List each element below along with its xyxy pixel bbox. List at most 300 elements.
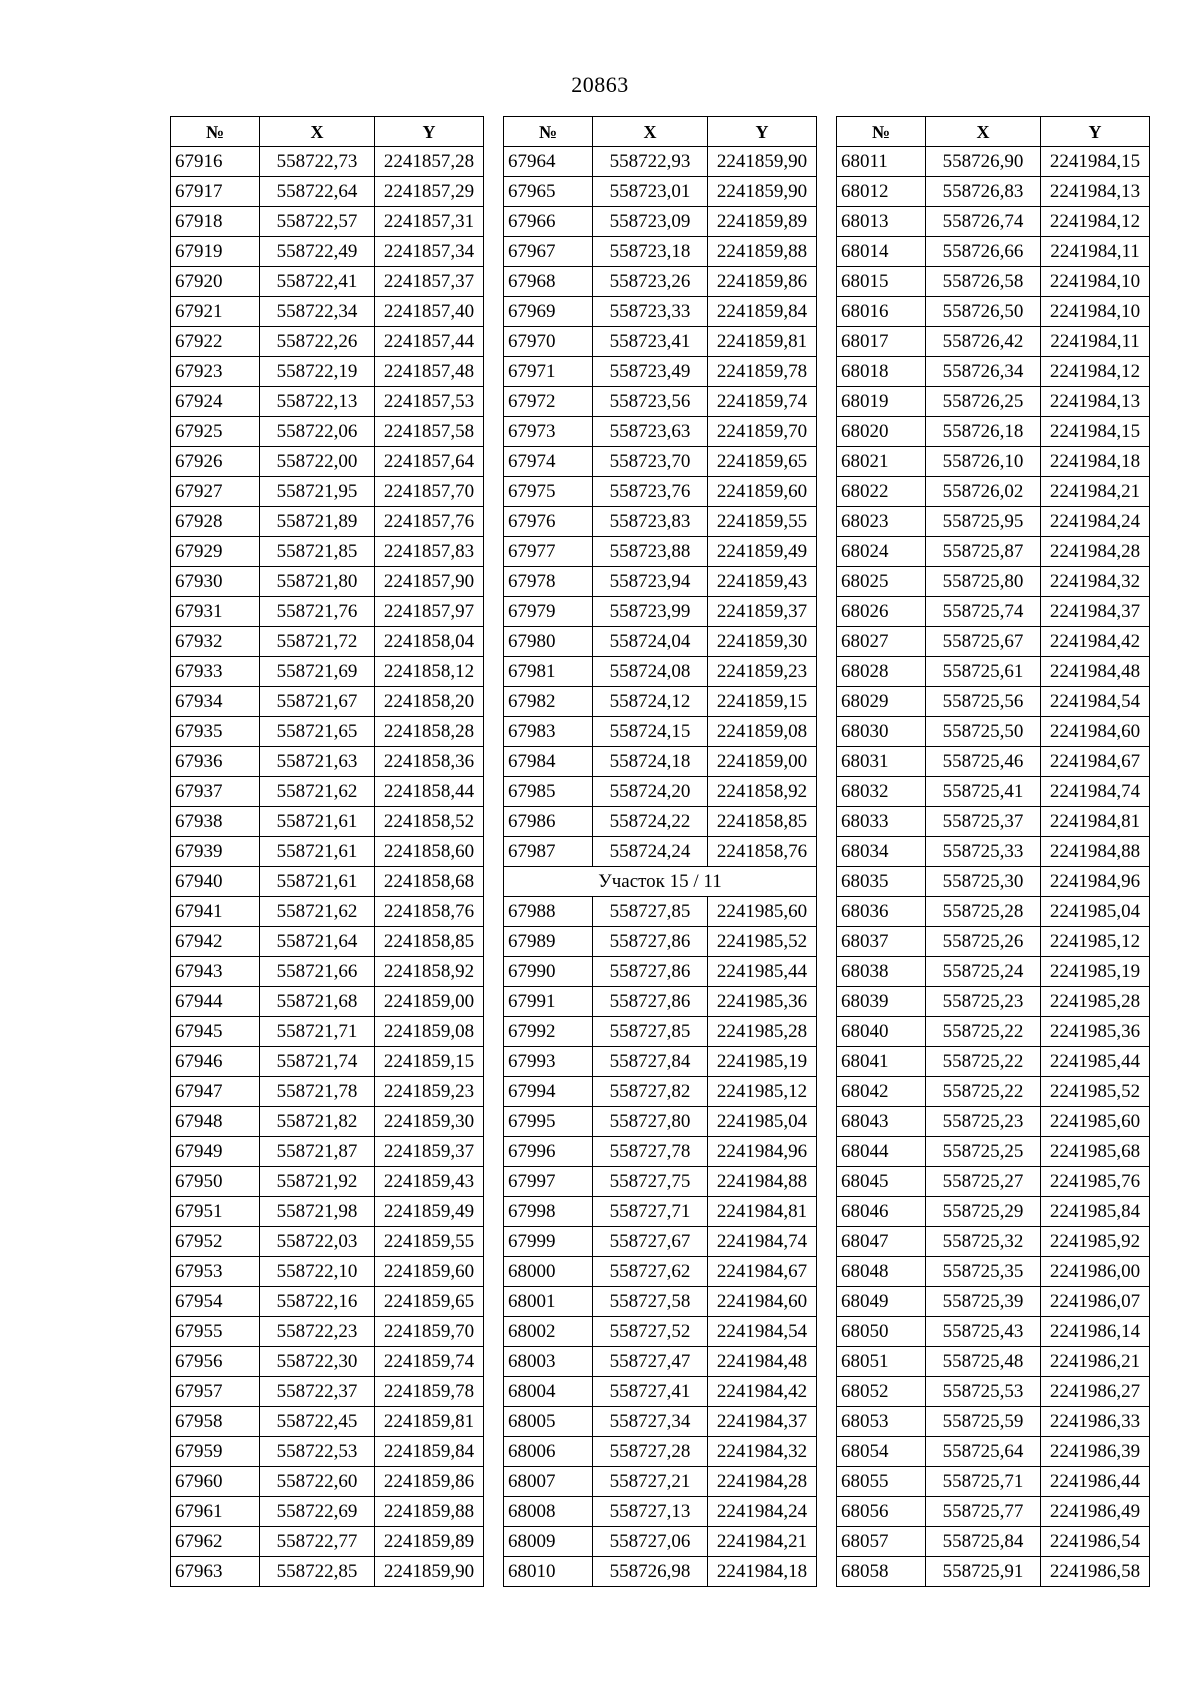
table-row xyxy=(837,147,1150,177)
y-coordinate-cell: 2241859,15 xyxy=(708,687,817,717)
point-number-cell: 68014 xyxy=(837,237,926,267)
table-row xyxy=(171,957,484,987)
x-coordinate-cell: 558722,00 xyxy=(260,447,375,477)
x-coordinate-cell: 558725,74 xyxy=(926,597,1041,627)
table-row xyxy=(171,1287,484,1317)
y-coordinate-cell: 2241985,12 xyxy=(708,1077,817,1107)
y-coordinate-cell: 2241984,88 xyxy=(1041,837,1150,867)
point-number-cell: 67965 xyxy=(504,177,593,207)
table-row xyxy=(171,297,484,327)
y-coordinate-cell: 2241859,49 xyxy=(708,537,817,567)
point-number-cell: 67999 xyxy=(504,1227,593,1257)
y-coordinate-cell: 2241984,37 xyxy=(1041,597,1150,627)
point-number-cell: 67940 xyxy=(171,867,260,897)
x-coordinate-cell: 558721,72 xyxy=(260,627,375,657)
x-coordinate-cell: 558727,85 xyxy=(593,897,708,927)
y-coordinate-cell: 2241859,84 xyxy=(375,1437,484,1467)
table-row xyxy=(504,1287,817,1317)
x-coordinate-cell: 558723,70 xyxy=(593,447,708,477)
x-coordinate-cell: 558725,80 xyxy=(926,567,1041,597)
y-coordinate-cell: 2241859,74 xyxy=(375,1347,484,1377)
table-row xyxy=(837,207,1150,237)
table-row xyxy=(504,327,817,357)
y-coordinate-cell: 2241984,10 xyxy=(1041,297,1150,327)
x-coordinate-cell: 558721,85 xyxy=(260,537,375,567)
point-number-cell: 68005 xyxy=(504,1407,593,1437)
y-coordinate-cell: 2241857,48 xyxy=(375,357,484,387)
point-number-cell: 68010 xyxy=(504,1557,593,1587)
point-number-cell: 68024 xyxy=(837,537,926,567)
x-coordinate-cell: 558721,92 xyxy=(260,1167,375,1197)
y-coordinate-cell: 2241859,08 xyxy=(375,1017,484,1047)
table-row xyxy=(837,1317,1150,1347)
table-row xyxy=(171,447,484,477)
y-coordinate-cell: 2241859,08 xyxy=(708,717,817,747)
x-coordinate-cell: 558722,49 xyxy=(260,237,375,267)
point-number-cell: 67956 xyxy=(171,1347,260,1377)
x-coordinate-cell: 558725,41 xyxy=(926,777,1041,807)
point-number-cell: 67936 xyxy=(171,747,260,777)
x-coordinate-cell: 558727,86 xyxy=(593,987,708,1017)
point-number-cell: 67978 xyxy=(504,567,593,597)
point-number-cell: 68028 xyxy=(837,657,926,687)
point-number-cell: 67996 xyxy=(504,1137,593,1167)
y-coordinate-cell: 2241858,52 xyxy=(375,807,484,837)
y-coordinate-cell: 2241984,48 xyxy=(1041,657,1150,687)
table-row xyxy=(171,177,484,207)
x-coordinate-cell: 558722,41 xyxy=(260,267,375,297)
y-coordinate-cell: 2241985,44 xyxy=(708,957,817,987)
table-row xyxy=(504,477,817,507)
table-row xyxy=(504,1257,817,1287)
table-row xyxy=(837,357,1150,387)
header-x: X xyxy=(926,117,1041,147)
table-row xyxy=(504,1437,817,1467)
y-coordinate-cell: 2241859,60 xyxy=(708,477,817,507)
y-coordinate-cell: 2241984,10 xyxy=(1041,267,1150,297)
y-coordinate-cell: 2241859,00 xyxy=(375,987,484,1017)
table-row xyxy=(837,267,1150,297)
point-number-cell: 67992 xyxy=(504,1017,593,1047)
y-coordinate-cell: 2241985,60 xyxy=(708,897,817,927)
table-row xyxy=(171,867,484,897)
table-row xyxy=(837,807,1150,837)
y-coordinate-cell: 2241857,44 xyxy=(375,327,484,357)
x-coordinate-cell: 558725,23 xyxy=(926,987,1041,1017)
y-coordinate-cell: 2241858,85 xyxy=(708,807,817,837)
table-row xyxy=(837,567,1150,597)
point-number-cell: 67935 xyxy=(171,717,260,747)
table-row xyxy=(504,267,817,297)
x-coordinate-cell: 558723,76 xyxy=(593,477,708,507)
table-row xyxy=(504,1227,817,1257)
y-coordinate-cell: 2241859,86 xyxy=(708,267,817,297)
point-number-cell: 68038 xyxy=(837,957,926,987)
point-number-cell: 67991 xyxy=(504,987,593,1017)
table-row xyxy=(837,477,1150,507)
x-coordinate-cell: 558721,63 xyxy=(260,747,375,777)
table-row xyxy=(171,1107,484,1137)
x-coordinate-cell: 558725,91 xyxy=(926,1557,1041,1587)
x-coordinate-cell: 558725,32 xyxy=(926,1227,1041,1257)
y-coordinate-cell: 2241985,28 xyxy=(1041,987,1150,1017)
point-number-cell: 68012 xyxy=(837,177,926,207)
x-coordinate-cell: 558722,73 xyxy=(260,147,375,177)
x-coordinate-cell: 558721,68 xyxy=(260,987,375,1017)
point-number-cell: 67993 xyxy=(504,1047,593,1077)
point-number-cell: 68050 xyxy=(837,1317,926,1347)
y-coordinate-cell: 2241984,24 xyxy=(1041,507,1150,537)
section-label: Участок 15 / 11 xyxy=(504,867,817,897)
x-coordinate-cell: 558727,21 xyxy=(593,1467,708,1497)
point-number-cell: 67929 xyxy=(171,537,260,567)
table-row xyxy=(171,927,484,957)
x-coordinate-cell: 558725,33 xyxy=(926,837,1041,867)
x-coordinate-cell: 558725,39 xyxy=(926,1287,1041,1317)
y-coordinate-cell: 2241986,58 xyxy=(1041,1557,1150,1587)
x-coordinate-cell: 558724,12 xyxy=(593,687,708,717)
point-number-cell: 68056 xyxy=(837,1497,926,1527)
table-row xyxy=(504,1557,817,1587)
table-row xyxy=(837,1107,1150,1137)
point-number-cell: 68015 xyxy=(837,267,926,297)
point-number-cell: 68049 xyxy=(837,1287,926,1317)
x-coordinate-cell: 558723,01 xyxy=(593,177,708,207)
table-row xyxy=(837,627,1150,657)
x-coordinate-cell: 558725,29 xyxy=(926,1197,1041,1227)
x-coordinate-cell: 558723,88 xyxy=(593,537,708,567)
x-coordinate-cell: 558724,04 xyxy=(593,627,708,657)
table-row xyxy=(504,657,817,687)
y-coordinate-cell: 2241857,97 xyxy=(375,597,484,627)
table-row xyxy=(171,567,484,597)
point-number-cell: 67916 xyxy=(171,147,260,177)
y-coordinate-cell: 2241857,31 xyxy=(375,207,484,237)
y-coordinate-cell: 2241859,43 xyxy=(708,567,817,597)
y-coordinate-cell: 2241857,29 xyxy=(375,177,484,207)
table-row xyxy=(837,657,1150,687)
table-row xyxy=(837,447,1150,477)
point-number-cell: 67981 xyxy=(504,657,593,687)
x-coordinate-cell: 558727,58 xyxy=(593,1287,708,1317)
x-coordinate-cell: 558726,98 xyxy=(593,1557,708,1587)
table-row xyxy=(171,807,484,837)
table-row xyxy=(504,1407,817,1437)
x-coordinate-cell: 558721,61 xyxy=(260,807,375,837)
point-number-cell: 67980 xyxy=(504,627,593,657)
y-coordinate-cell: 2241984,48 xyxy=(708,1347,817,1377)
point-number-cell: 67947 xyxy=(171,1077,260,1107)
header-y: Y xyxy=(708,117,817,147)
point-number-cell: 67941 xyxy=(171,897,260,927)
y-coordinate-cell: 2241859,70 xyxy=(708,417,817,447)
point-number-cell: 67951 xyxy=(171,1197,260,1227)
table-row xyxy=(837,1557,1150,1587)
y-coordinate-cell: 2241859,65 xyxy=(375,1287,484,1317)
point-number-cell: 68047 xyxy=(837,1227,926,1257)
x-coordinate-cell: 558726,58 xyxy=(926,267,1041,297)
point-number-cell: 68011 xyxy=(837,147,926,177)
y-coordinate-cell: 2241984,13 xyxy=(1041,387,1150,417)
point-number-cell: 67967 xyxy=(504,237,593,267)
table-row xyxy=(171,1407,484,1437)
x-coordinate-cell: 558727,86 xyxy=(593,927,708,957)
point-number-cell: 68022 xyxy=(837,477,926,507)
table-row xyxy=(171,1257,484,1287)
coordinates-table-3 xyxy=(836,116,1150,1587)
x-coordinate-cell: 558721,98 xyxy=(260,1197,375,1227)
table-row xyxy=(504,357,817,387)
point-number-cell: 67958 xyxy=(171,1407,260,1437)
point-number-cell: 67926 xyxy=(171,447,260,477)
y-coordinate-cell: 2241986,44 xyxy=(1041,1467,1150,1497)
y-coordinate-cell: 2241859,30 xyxy=(708,627,817,657)
y-coordinate-cell: 2241857,90 xyxy=(375,567,484,597)
point-number-cell: 67966 xyxy=(504,207,593,237)
point-number-cell: 67952 xyxy=(171,1227,260,1257)
x-coordinate-cell: 558725,48 xyxy=(926,1347,1041,1377)
point-number-cell: 67948 xyxy=(171,1107,260,1137)
x-coordinate-cell: 558724,22 xyxy=(593,807,708,837)
table-row xyxy=(171,1317,484,1347)
header-number: № xyxy=(504,117,593,147)
y-coordinate-cell: 2241857,40 xyxy=(375,297,484,327)
x-coordinate-cell: 558721,80 xyxy=(260,567,375,597)
y-coordinate-cell: 2241985,19 xyxy=(1041,957,1150,987)
x-coordinate-cell: 558723,83 xyxy=(593,507,708,537)
y-coordinate-cell: 2241859,23 xyxy=(708,657,817,687)
x-coordinate-cell: 558723,33 xyxy=(593,297,708,327)
x-coordinate-cell: 558725,87 xyxy=(926,537,1041,567)
point-number-cell: 67924 xyxy=(171,387,260,417)
point-number-cell: 67976 xyxy=(504,507,593,537)
x-coordinate-cell: 558727,71 xyxy=(593,1197,708,1227)
table-row xyxy=(171,1137,484,1167)
x-coordinate-cell: 558725,95 xyxy=(926,507,1041,537)
x-coordinate-cell: 558726,18 xyxy=(926,417,1041,447)
table-row xyxy=(171,777,484,807)
x-coordinate-cell: 558725,56 xyxy=(926,687,1041,717)
point-number-cell: 67931 xyxy=(171,597,260,627)
table-row xyxy=(171,747,484,777)
header-number: № xyxy=(171,117,260,147)
coordinates-table-1 xyxy=(170,116,484,1587)
x-coordinate-cell: 558725,61 xyxy=(926,657,1041,687)
point-number-cell: 67988 xyxy=(504,897,593,927)
point-number-cell: 68013 xyxy=(837,207,926,237)
table-row xyxy=(837,867,1150,897)
x-coordinate-cell: 558721,71 xyxy=(260,1017,375,1047)
point-number-cell: 67928 xyxy=(171,507,260,537)
y-coordinate-cell: 2241984,60 xyxy=(708,1287,817,1317)
x-coordinate-cell: 558725,67 xyxy=(926,627,1041,657)
table-row xyxy=(171,837,484,867)
x-coordinate-cell: 558721,66 xyxy=(260,957,375,987)
x-coordinate-cell: 558721,78 xyxy=(260,1077,375,1107)
x-coordinate-cell: 558726,25 xyxy=(926,387,1041,417)
table-header xyxy=(171,117,484,147)
y-coordinate-cell: 2241986,54 xyxy=(1041,1527,1150,1557)
y-coordinate-cell: 2241985,36 xyxy=(708,987,817,1017)
table-row xyxy=(171,1167,484,1197)
point-number-cell: 67939 xyxy=(171,837,260,867)
x-coordinate-cell: 558723,56 xyxy=(593,387,708,417)
y-coordinate-cell: 2241858,60 xyxy=(375,837,484,867)
point-number-cell: 67986 xyxy=(504,807,593,837)
header-row xyxy=(171,117,484,147)
table-body xyxy=(171,147,484,1587)
table-row xyxy=(837,417,1150,447)
table-row xyxy=(504,507,817,537)
table-row xyxy=(504,1467,817,1497)
x-coordinate-cell: 558721,61 xyxy=(260,867,375,897)
x-coordinate-cell: 558722,16 xyxy=(260,1287,375,1317)
x-coordinate-cell: 558722,69 xyxy=(260,1497,375,1527)
table-row xyxy=(504,627,817,657)
section-row xyxy=(504,867,817,897)
table-row xyxy=(171,207,484,237)
x-coordinate-cell: 558723,09 xyxy=(593,207,708,237)
point-number-cell: 68018 xyxy=(837,357,926,387)
point-number-cell: 68052 xyxy=(837,1377,926,1407)
x-coordinate-cell: 558723,41 xyxy=(593,327,708,357)
point-number-cell: 67944 xyxy=(171,987,260,1017)
x-coordinate-cell: 558721,62 xyxy=(260,897,375,927)
y-coordinate-cell: 2241985,04 xyxy=(708,1107,817,1137)
table-row xyxy=(171,687,484,717)
table-row xyxy=(837,747,1150,777)
table-row xyxy=(171,987,484,1017)
y-coordinate-cell: 2241985,28 xyxy=(708,1017,817,1047)
point-number-cell: 67972 xyxy=(504,387,593,417)
point-number-cell: 67995 xyxy=(504,1107,593,1137)
y-coordinate-cell: 2241859,55 xyxy=(375,1227,484,1257)
y-coordinate-cell: 2241984,96 xyxy=(708,1137,817,1167)
table-row xyxy=(171,237,484,267)
table-row xyxy=(504,957,817,987)
table-row xyxy=(171,597,484,627)
y-coordinate-cell: 2241859,49 xyxy=(375,1197,484,1227)
table-header xyxy=(837,117,1150,147)
table-row xyxy=(504,1077,817,1107)
x-coordinate-cell: 558724,24 xyxy=(593,837,708,867)
table-body xyxy=(837,147,1150,1587)
y-coordinate-cell: 2241984,28 xyxy=(708,1467,817,1497)
x-coordinate-cell: 558721,67 xyxy=(260,687,375,717)
x-coordinate-cell: 558722,03 xyxy=(260,1227,375,1257)
table-row xyxy=(171,1017,484,1047)
x-coordinate-cell: 558725,50 xyxy=(926,717,1041,747)
y-coordinate-cell: 2241859,90 xyxy=(375,1557,484,1587)
y-coordinate-cell: 2241985,60 xyxy=(1041,1107,1150,1137)
table-row xyxy=(504,147,817,177)
y-coordinate-cell: 2241859,78 xyxy=(375,1377,484,1407)
table-row xyxy=(837,177,1150,207)
table-row xyxy=(504,1137,817,1167)
point-number-cell: 67975 xyxy=(504,477,593,507)
y-coordinate-cell: 2241984,28 xyxy=(1041,537,1150,567)
x-coordinate-cell: 558724,08 xyxy=(593,657,708,687)
y-coordinate-cell: 2241984,60 xyxy=(1041,717,1150,747)
point-number-cell: 68008 xyxy=(504,1497,593,1527)
y-coordinate-cell: 2241985,68 xyxy=(1041,1137,1150,1167)
point-number-cell: 67984 xyxy=(504,747,593,777)
y-coordinate-cell: 2241858,76 xyxy=(375,897,484,927)
y-coordinate-cell: 2241984,74 xyxy=(1041,777,1150,807)
table-row xyxy=(504,1317,817,1347)
x-coordinate-cell: 558725,37 xyxy=(926,807,1041,837)
page-number: 20863 xyxy=(571,72,629,97)
y-coordinate-cell: 2241984,24 xyxy=(708,1497,817,1527)
table-row xyxy=(171,1557,484,1587)
point-number-cell: 67982 xyxy=(504,687,593,717)
point-number-cell: 67977 xyxy=(504,537,593,567)
y-coordinate-cell: 2241984,81 xyxy=(708,1197,817,1227)
table-row xyxy=(171,1347,484,1377)
point-number-cell: 67963 xyxy=(171,1557,260,1587)
table-row xyxy=(837,777,1150,807)
y-coordinate-cell: 2241984,54 xyxy=(708,1317,817,1347)
x-coordinate-cell: 558725,43 xyxy=(926,1317,1041,1347)
point-number-cell: 67955 xyxy=(171,1317,260,1347)
header-row xyxy=(504,117,817,147)
table-row xyxy=(504,747,817,777)
table-row xyxy=(837,687,1150,717)
y-coordinate-cell: 2241859,60 xyxy=(375,1257,484,1287)
point-number-cell: 68035 xyxy=(837,867,926,897)
x-coordinate-cell: 558721,65 xyxy=(260,717,375,747)
y-coordinate-cell: 2241859,84 xyxy=(708,297,817,327)
x-coordinate-cell: 558723,63 xyxy=(593,417,708,447)
x-coordinate-cell: 558722,06 xyxy=(260,417,375,447)
x-coordinate-cell: 558721,69 xyxy=(260,657,375,687)
table-row xyxy=(504,237,817,267)
point-number-cell: 67953 xyxy=(171,1257,260,1287)
x-coordinate-cell: 558727,62 xyxy=(593,1257,708,1287)
point-number-cell: 67989 xyxy=(504,927,593,957)
point-number-cell: 68006 xyxy=(504,1437,593,1467)
point-number-cell: 68026 xyxy=(837,597,926,627)
table-row xyxy=(504,597,817,627)
y-coordinate-cell: 2241857,28 xyxy=(375,147,484,177)
table-row xyxy=(504,1377,817,1407)
x-coordinate-cell: 558727,75 xyxy=(593,1167,708,1197)
point-number-cell: 67971 xyxy=(504,357,593,387)
table-row xyxy=(504,987,817,1017)
x-coordinate-cell: 558725,59 xyxy=(926,1407,1041,1437)
point-number-cell: 68016 xyxy=(837,297,926,327)
x-coordinate-cell: 558725,22 xyxy=(926,1017,1041,1047)
x-coordinate-cell: 558721,74 xyxy=(260,1047,375,1077)
x-coordinate-cell: 558724,20 xyxy=(593,777,708,807)
point-number-cell: 68055 xyxy=(837,1467,926,1497)
y-coordinate-cell: 2241986,27 xyxy=(1041,1377,1150,1407)
table-row xyxy=(171,1437,484,1467)
table-row xyxy=(837,1497,1150,1527)
y-coordinate-cell: 2241857,58 xyxy=(375,417,484,447)
x-coordinate-cell: 558722,60 xyxy=(260,1467,375,1497)
x-coordinate-cell: 558727,86 xyxy=(593,957,708,987)
point-number-cell: 68000 xyxy=(504,1257,593,1287)
y-coordinate-cell: 2241859,30 xyxy=(375,1107,484,1137)
point-number-cell: 67946 xyxy=(171,1047,260,1077)
x-coordinate-cell: 558725,25 xyxy=(926,1137,1041,1167)
point-number-cell: 67943 xyxy=(171,957,260,987)
point-number-cell: 67938 xyxy=(171,807,260,837)
x-coordinate-cell: 558726,83 xyxy=(926,177,1041,207)
y-coordinate-cell: 2241857,83 xyxy=(375,537,484,567)
x-coordinate-cell: 558722,45 xyxy=(260,1407,375,1437)
